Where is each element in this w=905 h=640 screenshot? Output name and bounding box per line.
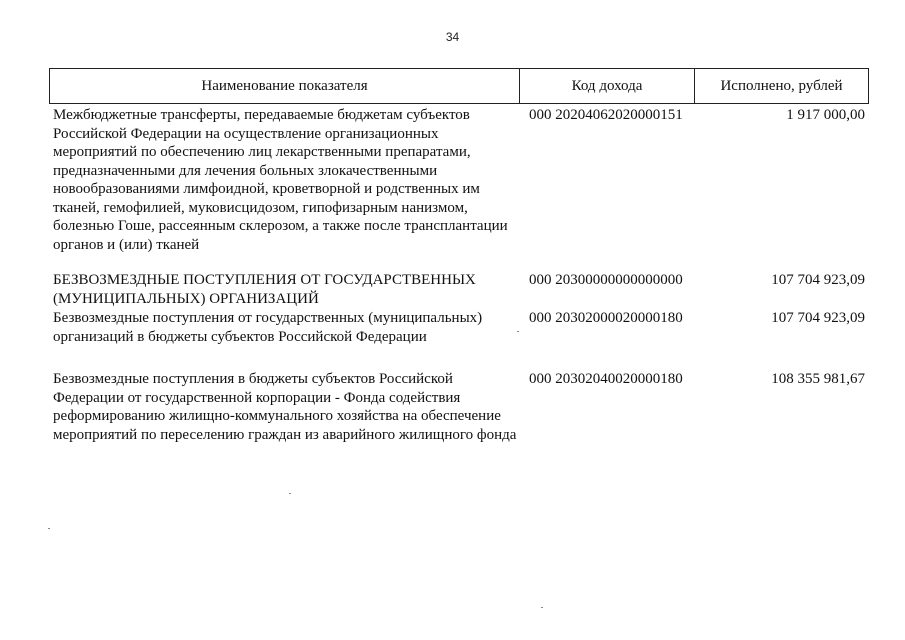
scan-speck: [289, 493, 291, 494]
table-row: [49, 309, 869, 346]
page-number: 34: [445, 30, 460, 44]
row-amount: 107 704 923,09: [771, 272, 865, 288]
row-code: 000 20204062020000151: [529, 107, 683, 123]
scan-speck: [48, 528, 50, 529]
scan-speck: [517, 331, 519, 332]
row-amount: 108 355 981,67: [771, 371, 865, 387]
row-code: 000 20300000000000000: [529, 272, 683, 288]
row-code: 000 20302040020000180: [529, 371, 683, 387]
header-amount: Исполнено, рублей: [720, 77, 843, 94]
row-amount: 107 704 923,09: [771, 310, 865, 326]
revenue-table: [49, 68, 869, 444]
table-row: [49, 271, 869, 308]
header-code: Код дохода: [520, 69, 695, 103]
table-row: [49, 370, 869, 444]
row-name: Безвозмездные поступления в бюджеты субъектов Российской Федерации от государственной корпорации - Фонда содействия реформированию жилищно-коммунального хозяйства на обеспечение мероприятий по переселению граждан из аварийного жилищного фонда: [53, 371, 517, 443]
header-name: Наименование показателя: [50, 69, 520, 103]
row-amount: 1 917 000,00: [786, 107, 865, 123]
row-name: БЕЗВОЗМЕЗДНЫЕ ПОСТУПЛЕНИЯ ОТ ГОСУДАРСТВЕННЫХ (МУНИЦИПАЛЬНЫХ) ОРГАНИЗАЦИЙ: [53, 272, 476, 307]
row-code: 000 20302000020000180: [529, 310, 683, 326]
table-row: [49, 106, 869, 254]
row-name: Межбюджетные трансферты, передаваемые бюджетам субъектов Российской Федерации на осуществление организационных мероприятий по обеспечению лиц лекарственными препаратами, предназначенными для лечения больных злокачественными новообразованиями лимфоидной, кроветворной и родственных им тканей, гемофилией, муковисцидозом, гипофизарным нанизмом, болезнью Гоше, рассеянным склерозом, а также после трансплантации органов и (или) тканей: [53, 107, 508, 253]
table-header: [49, 68, 869, 104]
scan-speck: [541, 607, 543, 608]
row-name: Безвозмездные поступления от государственных (муниципальных) организаций в бюджеты субъектов Российской Федерации: [53, 310, 483, 345]
